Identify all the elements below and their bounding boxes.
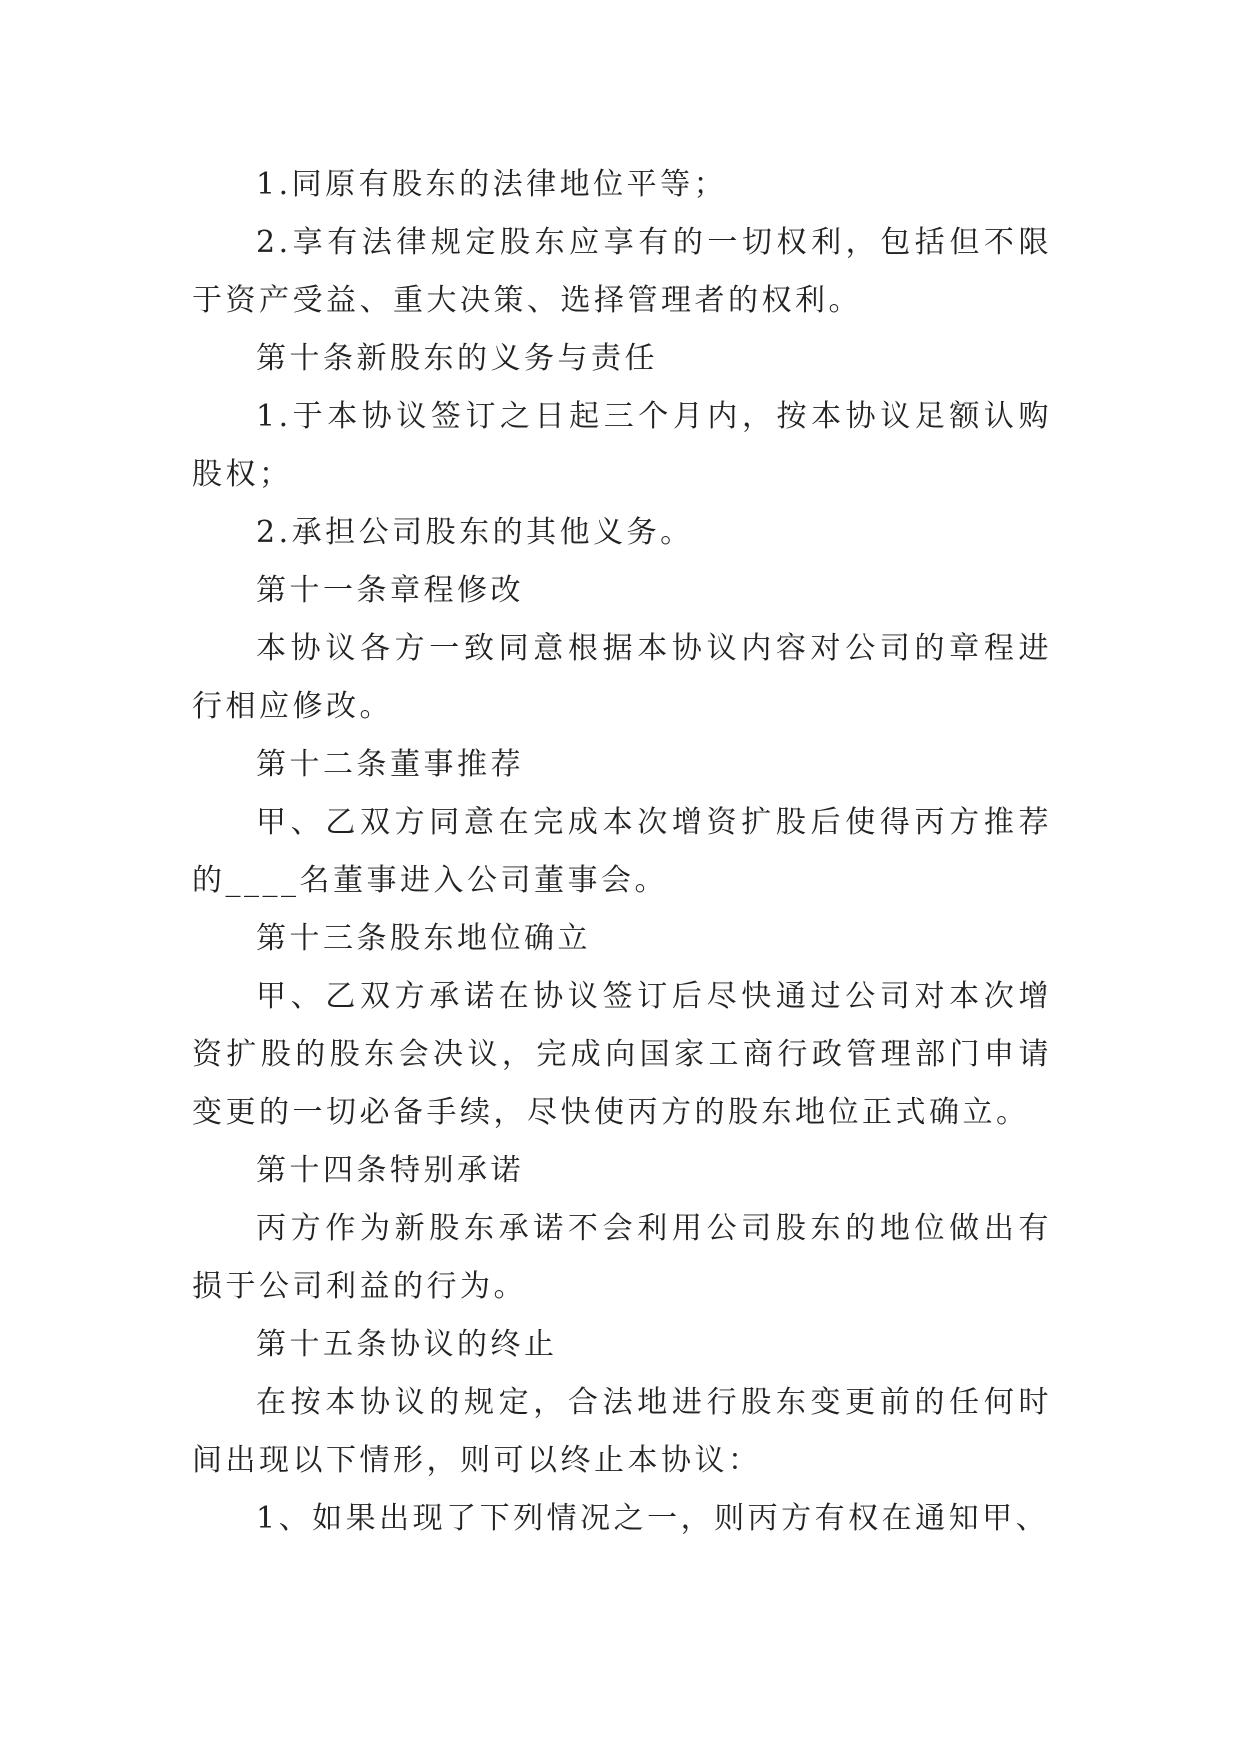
heading-article-14: 第十四条特别承诺 bbox=[256, 1153, 524, 1188]
paragraph-subscribe-equity: 1.于本协议签订之日起三个月内，按本协议足额认购股权； bbox=[192, 399, 1052, 492]
paragraph-articles-amendment: 本协议各方一致同意根据本协议内容对公司的章程进行相应修改。 bbox=[192, 631, 1052, 724]
paragraph-shareholder-status-establishment: 甲、乙双方承诺在协议签订后尽快通过公司对本次增资扩股的股东会决议，完成向国家工商行政管理部门申请变更的一切必备手续，尽快使丙方的股东地位正式确立。 bbox=[192, 979, 1052, 1130]
paragraph-shareholder-rights: 2.享有法律规定股东应享有的一切权利，包括但不限于资产受益、重大决策、选择管理者的权利。 bbox=[192, 225, 1052, 318]
heading-article-10: 第十条新股东的义务与责任 bbox=[256, 341, 658, 376]
paragraph-special-commitment: 丙方作为新股东承诺不会利用公司股东的地位做出有损于公司利益的行为。 bbox=[192, 1211, 1052, 1304]
heading-article-13: 第十三条股东地位确立 bbox=[256, 921, 591, 956]
paragraph-termination-conditions: 在按本协议的规定，合法地进行股东变更前的任何时间出现以下情形，则可以终止本协议： bbox=[192, 1385, 1052, 1478]
heading-article-12: 第十二条董事推荐 bbox=[256, 747, 524, 782]
heading-article-11: 第十一条章程修改 bbox=[256, 573, 524, 608]
paragraph-director-recommendation: 甲、乙双方同意在完成本次增资扩股后使得丙方推荐的____名董事进入公司董事会。 bbox=[192, 805, 1052, 898]
document-body bbox=[192, 156, 1052, 1548]
paragraph-shareholder-equal-status: 1.同原有股东的法律地位平等； bbox=[256, 167, 728, 202]
paragraph-other-obligations: 2.承担公司股东的其他义务。 bbox=[256, 515, 694, 550]
paragraph-termination-item-1: 1、如果出现了下列情况之一，则丙方有权在通知甲、 bbox=[256, 1501, 1050, 1536]
heading-article-15: 第十五条协议的终止 bbox=[256, 1327, 558, 1362]
